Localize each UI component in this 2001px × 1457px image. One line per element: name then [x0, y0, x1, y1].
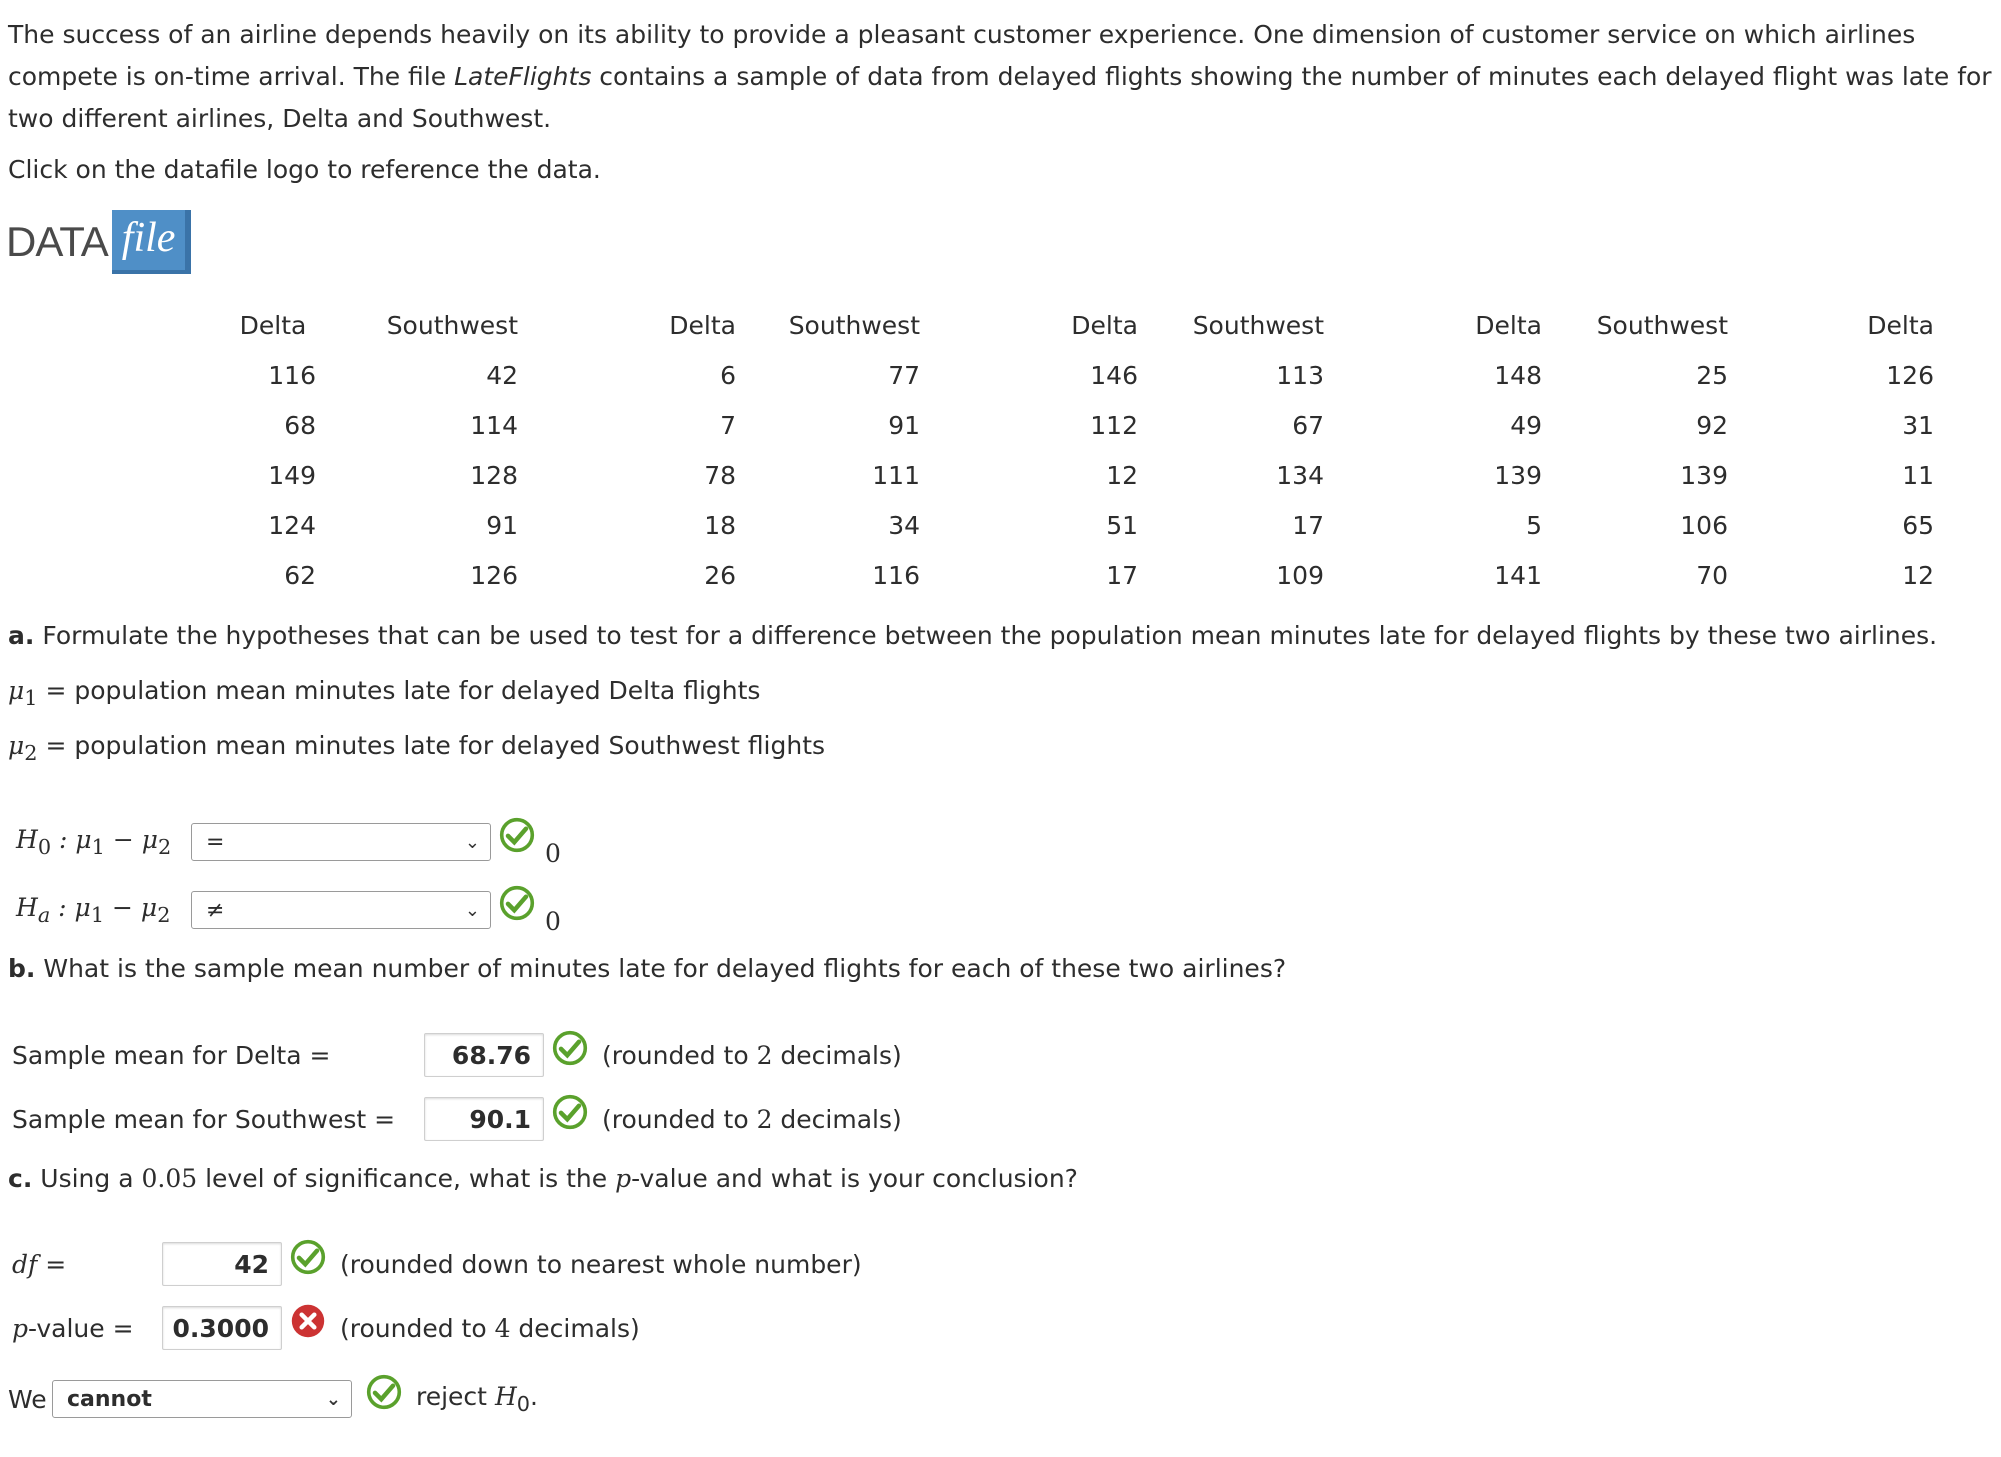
table-cell: 126 [470, 560, 518, 590]
table-cell: 7 [720, 410, 736, 440]
table-cell: 12 [1902, 560, 1934, 590]
flight-data-table [230, 300, 1934, 600]
table-cell: 18 [704, 510, 736, 540]
southwest-rounding-note: (rounded to 2 decimals) [602, 1104, 902, 1134]
conclusion-select[interactable] [52, 1380, 352, 1418]
conclusion-selected-value: cannot [67, 1387, 152, 1412]
table-cell: 31 [1902, 410, 1934, 440]
part-c-text-1: Using a [40, 1164, 142, 1193]
column-header: Delta [1867, 310, 1934, 340]
table-cell: 91 [888, 410, 920, 440]
table-cell: 78 [704, 460, 736, 490]
ha-value: 0 [545, 906, 561, 936]
intro-text-2: contains a sample of data from delayed flights showing the number of minutes each delayed flight was late for two different airlines, Delta and Southwest. [8, 62, 1992, 133]
table-cell: 113 [1276, 360, 1324, 390]
table-cell: 92 [1696, 410, 1728, 440]
part-c-label: c. [8, 1164, 33, 1193]
check-circle-icon [552, 1030, 588, 1066]
check-circle-icon [499, 817, 535, 853]
column-header: Delta [239, 310, 307, 340]
table-cell: 70 [1696, 560, 1728, 590]
p-value-label: p-value = [12, 1313, 134, 1343]
table-cell: 68 [284, 410, 316, 440]
part-b-text: What is the sample mean number of minutes late for delayed flights for each of these two airlines? [43, 954, 1287, 983]
p-value-row [12, 1304, 640, 1352]
table-cell: 148 [1494, 360, 1542, 390]
part-b-label: b. [8, 954, 36, 983]
table-row [230, 550, 1934, 600]
table-cell: 12 [1106, 460, 1138, 490]
table-header-row [230, 300, 1934, 350]
table-cell: 67 [1292, 410, 1324, 440]
table-cell: 51 [1106, 510, 1138, 540]
delta-mean-row [12, 1031, 902, 1079]
click-instruction: Click on the datafile logo to reference the data. [8, 155, 601, 184]
table-row [230, 350, 1934, 400]
table-row [230, 500, 1934, 550]
part-a-text: Formulate the hypotheses that can be used to test for a difference between the population mean minutes late for delayed flights by these two airlines. [42, 621, 1938, 650]
datafile-logo[interactable] [6, 210, 191, 274]
table-cell: 5 [1526, 510, 1542, 540]
southwest-mean-input[interactable]: 90.1 [424, 1097, 544, 1141]
logo-file-text: file [112, 210, 192, 274]
table-cell: 77 [888, 360, 920, 390]
column-header: Delta [669, 310, 736, 340]
check-circle-icon [499, 885, 535, 921]
table-cell: 139 [1494, 460, 1542, 490]
table-cell: 126 [1886, 360, 1934, 390]
df-input[interactable]: 42 [162, 1242, 282, 1286]
ha-expression: $H_a$ : $\mu_1 - \mu_2$ [16, 893, 171, 927]
table-cell: 34 [888, 510, 920, 540]
mu1-text: = population mean minutes late for delayed Delta flights [45, 676, 761, 705]
df-note: (rounded down to nearest whole number) [340, 1249, 862, 1279]
table-cell: 65 [1902, 510, 1934, 540]
column-header: Delta [1071, 310, 1138, 340]
logo-data-text: DATA [6, 218, 108, 265]
df-row [12, 1240, 862, 1288]
table-row [230, 400, 1934, 450]
p-value-input[interactable]: 0.3000 [162, 1306, 282, 1350]
ha-selected-value: ≠ [206, 898, 225, 923]
chevron-down-icon: ⌄ [325, 1389, 341, 1410]
h0-expression: $H_0$ : $\mu_1 - \mu_2$ [16, 825, 172, 859]
table-cell: 25 [1696, 360, 1728, 390]
p-variable: p [615, 1164, 632, 1193]
part-b-question [8, 954, 1286, 983]
mu1-symbol: $\mu_1$ [8, 676, 38, 710]
p-value-note: (rounded to 4 decimals) [340, 1313, 640, 1343]
chevron-down-icon: ⌄ [464, 832, 480, 853]
alpha-value: 0.05 [141, 1164, 198, 1193]
column-header: Southwest [788, 310, 920, 340]
table-row [230, 450, 1934, 500]
table-cell: 124 [268, 510, 316, 540]
part-a-label: a. [8, 621, 35, 650]
filename: LateFlights [454, 62, 592, 91]
table-cell: 6 [720, 360, 736, 390]
table-cell: 134 [1276, 460, 1324, 490]
table-cell: 17 [1106, 560, 1138, 590]
delta-mean-input[interactable]: 68.76 [424, 1033, 544, 1077]
mu2-text: = population mean minutes late for delayed Southwest flights [45, 731, 826, 760]
table-cell: 91 [486, 510, 518, 540]
reject-text: reject $H_0$. [416, 1382, 538, 1416]
table-cell: 111 [872, 460, 920, 490]
h0-operator-select[interactable] [191, 823, 491, 861]
x-circle-icon [290, 1303, 326, 1339]
mu1-definition [8, 676, 760, 710]
table-cell: 112 [1090, 410, 1138, 440]
table-cell: 17 [1292, 510, 1324, 540]
table-cell: 11 [1902, 460, 1934, 490]
alternative-hypothesis-row [16, 890, 561, 936]
intro-text-1: The success of an airline depends heavily on its ability to provide a pleasant customer experience. One dimension of customer service on which airlines compete is on-time arrival. The file [8, 20, 1916, 91]
chevron-down-icon: ⌄ [464, 900, 480, 921]
delta-mean-label: Sample mean for Delta = [12, 1040, 331, 1070]
part-c-text-2: level of significance, what is the [197, 1164, 616, 1193]
check-circle-icon [290, 1239, 326, 1275]
table-cell: 62 [284, 560, 316, 590]
table-cell: 128 [470, 460, 518, 490]
delta-rounding-note: (rounded to 2 decimals) [602, 1040, 902, 1070]
df-label: df = [12, 1249, 67, 1279]
check-circle-icon [366, 1374, 402, 1410]
table-cell: 116 [872, 560, 920, 590]
column-header: Southwest [1596, 310, 1728, 340]
southwest-mean-label: Sample mean for Southwest = [12, 1104, 396, 1134]
check-circle-icon [552, 1094, 588, 1130]
conclusion-row [8, 1378, 538, 1420]
mu2-symbol: $\mu_2$ [8, 731, 38, 765]
h0-value: 0 [545, 838, 561, 868]
column-header: Southwest [386, 310, 518, 340]
table-cell: 109 [1276, 560, 1324, 590]
part-a-question [8, 621, 1937, 650]
table-cell: 26 [704, 560, 736, 590]
we-label: We [8, 1384, 47, 1414]
part-c-question [8, 1164, 1078, 1193]
table-cell: 146 [1090, 360, 1138, 390]
table-cell: 106 [1680, 510, 1728, 540]
part-c-text-3: -value and what is your conclusion? [631, 1164, 1078, 1193]
table-cell: 42 [486, 360, 518, 390]
intro-paragraph [8, 14, 1998, 140]
h0-selected-value: = [206, 830, 225, 855]
table-cell: 116 [268, 360, 316, 390]
mu2-definition [8, 731, 825, 765]
southwest-mean-row [12, 1095, 902, 1143]
table-cell: 149 [268, 460, 316, 490]
null-hypothesis-row [16, 822, 561, 868]
column-header: Delta [1475, 310, 1542, 340]
table-cell: 141 [1494, 560, 1542, 590]
table-cell: 114 [470, 410, 518, 440]
column-header: Southwest [1192, 310, 1324, 340]
table-cell: 49 [1510, 410, 1542, 440]
ha-operator-select[interactable] [191, 891, 491, 929]
table-cell: 139 [1680, 460, 1728, 490]
